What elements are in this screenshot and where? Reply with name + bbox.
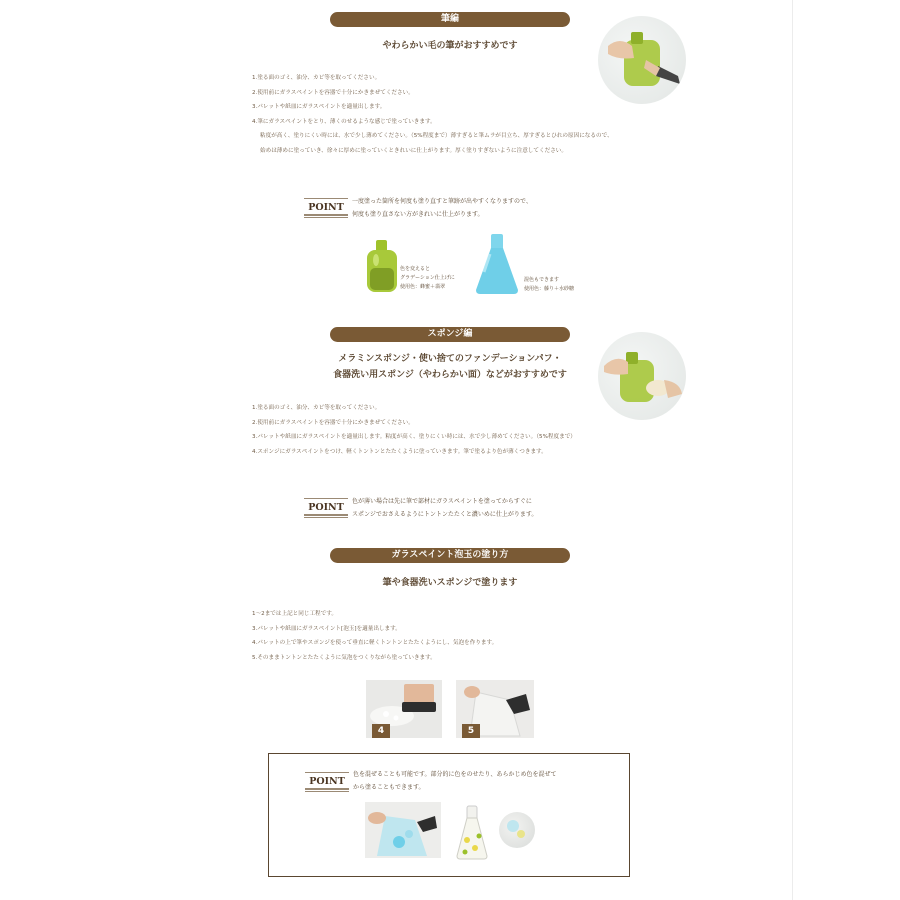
- step-4-photo: [366, 680, 442, 738]
- bubble-section-subtitle: 筆や食器洗いスポンジで塗ります: [382, 578, 518, 588]
- brush-step-2: 2.使用前にガラスペイントを容器で十分にかきまぜてください。: [252, 89, 414, 96]
- bubble-steps-list: [252, 607, 497, 665]
- sponge-step-2: 2.使用前にガラスペイントを容器で十分にかきまぜてください。: [252, 419, 414, 426]
- bubble-step-1: 1～2までは上記と同じ工程です。: [252, 611, 337, 617]
- mixing-point-badge: [305, 772, 349, 792]
- brush-step-note-1: 粘度が高く、塗りにくい時には、水で少し薄めてください。（5%程度まで）薄すぎると筆ムラが目立ち、厚すぎるとひれの原因になるので、: [260, 133, 613, 139]
- mixing-point-line-2: から塗ることもできます。: [353, 784, 425, 791]
- brush-step-4: 4.筆にガラスペイントをとり、薄くのせるような感じで塗っていきます。: [252, 118, 436, 125]
- sponge-point-badge: [304, 498, 348, 518]
- page-right-border: [792, 0, 793, 900]
- bubble-step-4: 4.パレットの上で筆やスポンジを使って垂直に軽くトントンとたたくようにし、気泡を作ります。: [252, 640, 498, 646]
- green-bottle-caption: [400, 265, 455, 292]
- sponge-section-subtitle-2: 食器洗い用スポンジ（やわらかい面）などがおすすめです: [333, 370, 567, 380]
- sponge-painting-photo: [598, 332, 686, 420]
- sponge-point-label: POINT: [304, 502, 348, 516]
- brush-steps-list: [252, 71, 613, 158]
- bubble-section-banner: ガラスペイント泡玉の塗り方: [330, 548, 570, 563]
- brush-step-3: 3.パレットや紙皿にガラスペイントを適量出します。: [252, 104, 386, 110]
- bubble-step-5: 5.そのままトントンとたたくように気泡をつくりながら塗っていきます。: [252, 654, 436, 661]
- caption-line: 使用色：蜂蜜＋翡翠: [400, 284, 446, 290]
- sponge-section-subtitle-1: メラミンスポンジ・使い捨てのファンデーションパフ・: [338, 354, 562, 364]
- sponge-step-4: 4.スポンジにガラスペイントをつけ、軽くトントンとたたくように塗っていきます。筆で塗るより色が薄くつきます。: [252, 448, 547, 455]
- caption-line: 使用色：藤り＋水砂糖: [524, 286, 575, 292]
- mixing-point-line-1: 色を混ぜることも可能です。部分的に色をのせたり、あらかじめ色を混ぜて: [353, 771, 557, 778]
- mixing-detail-circle: [499, 812, 535, 848]
- brush-point-line-2: 何度も塗り直さない方がきれいに仕上がります。: [352, 211, 484, 218]
- caption-line: 混色もできます: [524, 277, 560, 283]
- sponge-point-line-2: スポンジでおさえるようにトントンたたくと濃いめに仕上がります。: [352, 511, 538, 518]
- sponge-step-3: 3.パレットや紙皿にガラスペイントを適量出します。粘度が高く、塗りにくい時には、水で少し薄めてください。（5%程度まで）: [252, 434, 576, 440]
- mixing-point-label: POINT: [305, 776, 349, 790]
- step-5-photo: [456, 680, 534, 738]
- caption-line: グラデーション仕上げに: [400, 275, 455, 281]
- blue-flask-image: [474, 232, 520, 296]
- sponge-section-banner: スポンジ編: [330, 327, 570, 342]
- caption-line: 色を変えると: [400, 266, 431, 272]
- step-4-number-tag: 4: [372, 724, 390, 738]
- green-bottle-image: [364, 238, 400, 294]
- brush-point-label: POINT: [304, 202, 348, 216]
- mixing-point-box: [268, 753, 630, 877]
- sponge-steps-list: [252, 401, 576, 459]
- brush-point-badge: [304, 198, 348, 218]
- blue-flask-caption: [524, 276, 574, 294]
- mixing-point-text: [353, 768, 557, 794]
- step-5-number-tag: 5: [462, 724, 480, 738]
- brush-step-note-2: 始めは薄めに塗っていき、徐々に厚めに塗っていくときれいに仕上がります。厚く塗りすぎないように注意してください。: [260, 147, 567, 154]
- brush-section-banner: 筆編: [330, 12, 570, 27]
- brush-step-1: 1.塗る面のゴミ、油分、カビ等を取ってください。: [252, 75, 381, 81]
- brush-point-line-1: 一度塗った箇所を何度も塗り直すと筆跡が出やすくなりますので、: [352, 198, 532, 205]
- brush-point-text: [352, 195, 532, 221]
- sponge-point-line-1: 色が薄い場合は先に筆で部材にガラスペイントを塗ってからすぐに: [352, 498, 532, 505]
- mixing-photo-1: [365, 802, 441, 858]
- sponge-point-text: [352, 495, 537, 521]
- mixing-flask-image: [455, 804, 489, 860]
- brush-section-subtitle: やわらかい毛の筆がおすすめです: [382, 41, 518, 51]
- bubble-step-3: 3.パレットや紙皿にガラスペイント[泡玉]を適量出します。: [252, 625, 401, 632]
- sponge-step-1: 1.塗る面のゴミ、油分、カビ等を取ってください。: [252, 405, 381, 411]
